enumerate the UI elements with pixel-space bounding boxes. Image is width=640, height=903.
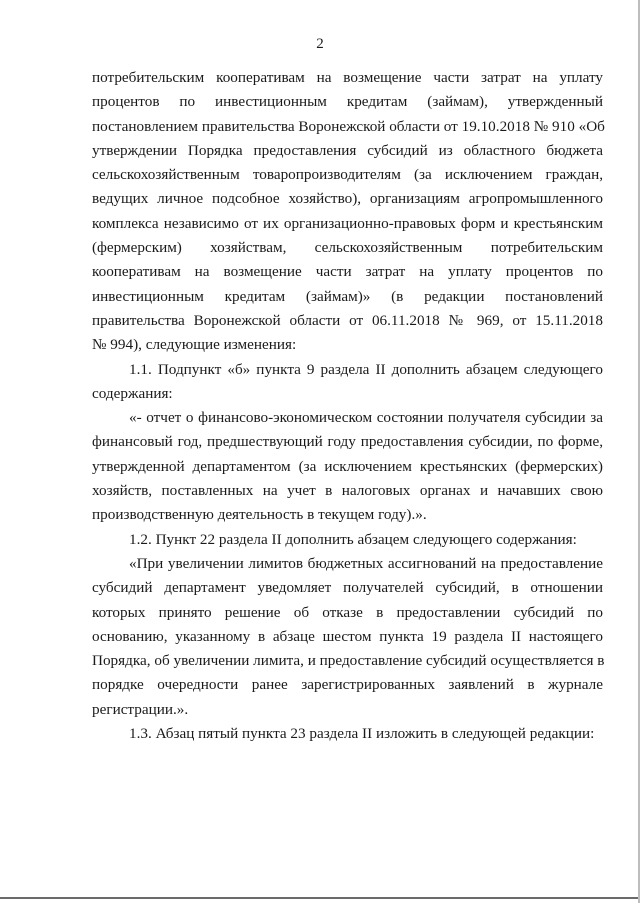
text-line: № 994), следующие изменения: <box>92 336 297 354</box>
text-line: производственную деятельность в текущем году).». <box>92 506 427 524</box>
text-line: ведущих личное подсобное хозяйство), организациям агропромышленного <box>92 190 603 208</box>
text-line: порядке очередности ранее зарегистрированных заявлений в журнале <box>92 676 603 694</box>
text-line: 1.2. Пункт 22 раздела II дополнить абзацем следующего содержания: <box>129 530 577 548</box>
text-line: Порядка, об увеличении лимита, и предоставление субсидий осуществляется в <box>92 652 605 670</box>
text-line: основанию, указанному в абзаце шестом пункта 19 раздела II настоящего <box>92 627 603 645</box>
text-line: регистрации.». <box>92 700 189 718</box>
text-line: «При увеличении лимитов бюджетных ассигнований на предоставление <box>129 554 603 572</box>
text-line: потребительским кооперативам на возмещение части затрат на уплату <box>92 69 603 86</box>
text-line: комплекса независимо от их организационно-правовых форм и крестьянским <box>92 214 603 232</box>
text-line: сельскохозяйственным товаропроизводителям (за исключением граждан, <box>92 166 603 184</box>
text-line: 1.1. Подпункт «б» пункта 9 раздела II дополнить абзацем следующего <box>129 360 603 378</box>
text-line: «- отчет о финансово-экономическом состоянии получателя субсидии за <box>129 409 603 427</box>
page-number: 2 <box>316 36 324 52</box>
text-line: утверждении Порядка предоставления субсидий из областного бюджета <box>92 141 603 159</box>
text-line: (фермерским) хозяйствам, сельскохозяйственным потребительским <box>92 239 603 257</box>
bottom-edge-line <box>0 897 640 899</box>
text-line: субсидий департамент уведомляет получателей субсидий, в отношении <box>92 579 603 597</box>
text-line: процентов по инвестиционным кредитам (займам), утвержденный <box>92 93 603 111</box>
text-line: содержания: <box>92 384 173 402</box>
text-line: хозяйств, поставленных на учет в налоговых органах и начавших свою <box>92 482 603 500</box>
text-line: правительства Воронежской области от 06.11.2018 № 969, от 15.11.2018 <box>92 311 603 329</box>
text-line: финансовый год, предшествующий году предоставления субсидии, по форме, <box>92 433 603 451</box>
text-line: 1.3. Абзац пятый пункта 23 раздела II изложить в следующей редакции: <box>129 725 595 743</box>
text-line: постановлением правительства Воронежской области от 19.10.2018 № 910 «Об <box>92 117 605 135</box>
text-line: которых принято решение об отказе в предоставлении субсидий по <box>92 603 603 621</box>
document-body <box>92 66 603 746</box>
text-line: утвержденной департаментом (за исключением крестьянских (фермерских) <box>92 457 603 475</box>
text-line: инвестиционным кредитам (займам)» (в редакции постановлений <box>92 287 603 305</box>
text-line: кооперативам на возмещение части затрат на уплату процентов по <box>92 263 603 281</box>
